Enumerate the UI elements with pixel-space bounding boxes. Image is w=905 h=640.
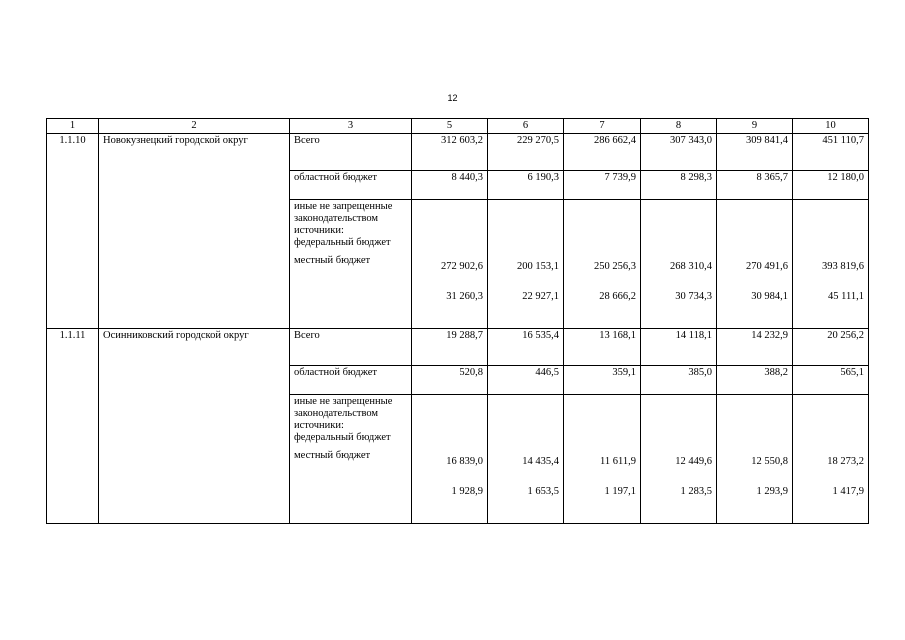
value-cell: 307 343,0 [641, 134, 717, 171]
federal-value: 393 819,6 [822, 261, 864, 272]
page-number: 12 [447, 93, 458, 103]
local-value: 31 260,3 [446, 291, 483, 302]
value-cell [488, 395, 564, 524]
value-cell: 451 110,7 [793, 134, 869, 171]
municipality-name: Осинниковский городской округ [99, 329, 290, 524]
federal-value: 12 449,6 [675, 456, 712, 467]
header-cell: 2 [99, 119, 290, 134]
header-cell: 3 [290, 119, 412, 134]
local-value: 30 734,3 [675, 291, 712, 302]
value-cell: 13 168,1 [564, 329, 641, 366]
local-value: 1 417,9 [832, 486, 864, 497]
value-cell: 388,2 [717, 366, 793, 395]
value-cell: 8 365,7 [717, 171, 793, 200]
federal-value: 270 491,6 [746, 261, 788, 272]
value-cell [488, 200, 564, 329]
value-cell: 16 535,4 [488, 329, 564, 366]
source-label [290, 200, 412, 329]
value-cell [412, 395, 488, 524]
local-value: 1 197,1 [604, 486, 636, 497]
source-label: областной бюджет [290, 366, 412, 395]
value-cell: 312 603,2 [412, 134, 488, 171]
header-cell: 5 [412, 119, 488, 134]
value-cell: 385,0 [641, 366, 717, 395]
table-row [47, 329, 869, 366]
value-cell: 6 190,3 [488, 171, 564, 200]
value-cell: 8 298,3 [641, 171, 717, 200]
row-code: 1.1.11 [47, 329, 99, 524]
value-cell: 446,5 [488, 366, 564, 395]
value-cell: 565,1 [793, 366, 869, 395]
value-cell: 8 440,3 [412, 171, 488, 200]
source-label [290, 395, 412, 524]
value-cell: 14 118,1 [641, 329, 717, 366]
federal-value: 272 902,6 [441, 261, 483, 272]
source-label: областной бюджет [290, 171, 412, 200]
local-value: 1 283,5 [680, 486, 712, 497]
federal-value: 12 550,8 [751, 456, 788, 467]
header-cell: 6 [488, 119, 564, 134]
budget-table [46, 118, 869, 524]
value-cell: 520,8 [412, 366, 488, 395]
value-cell: 359,1 [564, 366, 641, 395]
municipality-name: Новокузнецкий городской округ [99, 134, 290, 329]
local-value: 1 653,5 [527, 486, 559, 497]
row-code: 1.1.10 [47, 134, 99, 329]
federal-value: 200 153,1 [517, 261, 559, 272]
header-cell: 8 [641, 119, 717, 134]
value-cell [641, 200, 717, 329]
federal-value: 16 839,0 [446, 456, 483, 467]
other-sources-intro: иные не запрещенные законодательством источники: [294, 396, 393, 431]
value-cell: 12 180,0 [793, 171, 869, 200]
federal-value: 18 273,2 [827, 456, 864, 467]
value-cell [717, 200, 793, 329]
federal-value: 14 435,4 [522, 456, 559, 467]
federal-label: федеральный бюджет [294, 237, 391, 248]
header-cell: 7 [564, 119, 641, 134]
federal-value: 250 256,3 [594, 261, 636, 272]
value-cell: 19 288,7 [412, 329, 488, 366]
value-cell: 229 270,5 [488, 134, 564, 171]
value-cell: 14 232,9 [717, 329, 793, 366]
header-cell: 9 [717, 119, 793, 134]
header-cell: 1 [47, 119, 99, 134]
local-value: 1 928,9 [451, 486, 483, 497]
local-value: 30 984,1 [751, 291, 788, 302]
value-cell [717, 395, 793, 524]
value-cell: 309 841,4 [717, 134, 793, 171]
other-sources-intro: иные не запрещенные законодательством источники: [294, 201, 393, 236]
value-cell [564, 200, 641, 329]
value-cell: 20 256,2 [793, 329, 869, 366]
value-cell: 286 662,4 [564, 134, 641, 171]
table-header-row [47, 119, 869, 134]
table-row [47, 134, 869, 171]
federal-value: 11 611,9 [600, 456, 636, 467]
header-cell: 10 [793, 119, 869, 134]
value-cell [412, 200, 488, 329]
value-cell [793, 395, 869, 524]
value-cell [793, 200, 869, 329]
value-cell: 7 739,9 [564, 171, 641, 200]
value-cell [641, 395, 717, 524]
source-label: Всего [290, 134, 412, 171]
local-value: 22 927,1 [522, 291, 559, 302]
value-cell [564, 395, 641, 524]
local-value: 28 666,2 [599, 291, 636, 302]
federal-label: федеральный бюджет [294, 432, 391, 443]
federal-value: 268 310,4 [670, 261, 712, 272]
local-label: местный бюджет [294, 255, 371, 266]
source-label: Всего [290, 329, 412, 366]
local-value: 45 111,1 [828, 291, 864, 302]
local-label: местный бюджет [294, 450, 371, 461]
local-value: 1 293,9 [756, 486, 788, 497]
